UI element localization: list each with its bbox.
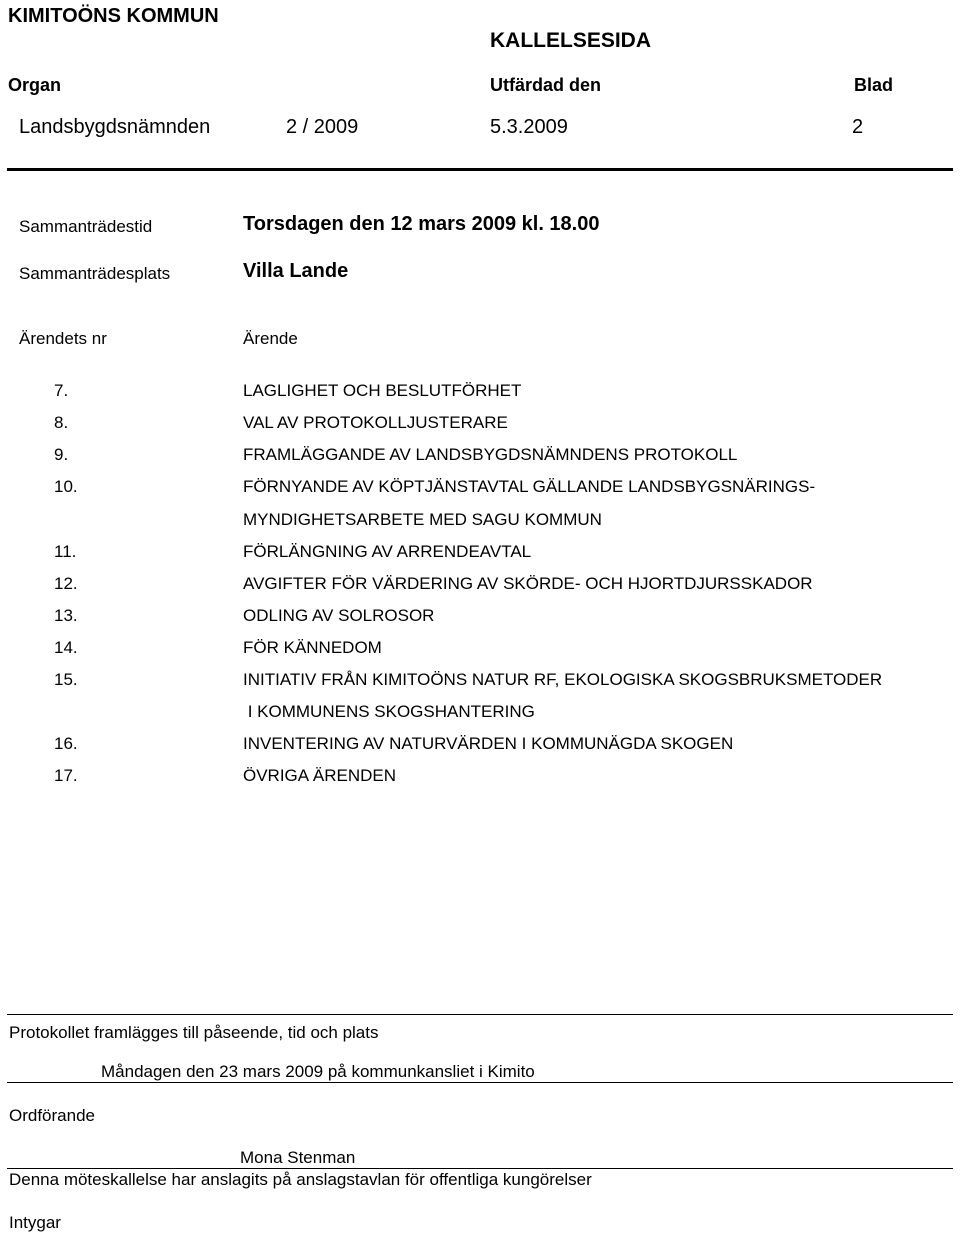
- header-divider: [7, 168, 953, 171]
- agenda-item-title: ODLING AV SOLROSOR: [243, 606, 435, 625]
- agenda-item-title: INVENTERING AV NATURVÄRDEN I KOMMUNÄGDA SKOGEN: [243, 734, 734, 753]
- agenda-item-title-continued: I KOMMUNENS SKOGSHANTERING: [243, 702, 535, 721]
- agenda-item-title-continued: MYNDIGHETSARBETE MED SAGU KOMMUN: [243, 510, 602, 529]
- agenda-item-number: 12.: [54, 574, 78, 593]
- meeting-place-value: Villa Lande: [243, 260, 349, 282]
- meeting-time-label: Sammanträdestid: [19, 217, 153, 236]
- agenda-item-title: LAGLIGHET OCH BESLUTFÖRHET: [243, 381, 522, 400]
- issued-date-label: Utfärdad den: [490, 75, 602, 95]
- footer-middle-divider: [7, 1082, 953, 1083]
- organ-label: Organ: [8, 75, 62, 95]
- agenda-item-number: 17.: [54, 766, 78, 785]
- footer-top-divider: [7, 1014, 953, 1015]
- protocol-display-label: Protokollet framlägges till påseende, tid och plats: [9, 1023, 379, 1042]
- notice-statement: Denna möteskallelse har anslagits på anslagstavlan för offentliga kungörelser: [9, 1170, 592, 1189]
- agenda-item-title: FÖR KÄNNEDOM: [243, 638, 382, 657]
- agenda-item-number: 8.: [54, 413, 69, 432]
- agenda-item-number: 15.: [54, 670, 78, 689]
- agenda-item-number: 11.: [54, 542, 77, 561]
- issued-date-value: 5.3.2009: [490, 116, 568, 138]
- protocol-display-value: Måndagen den 23 mars 2009 på kommunkansliet i Kimito: [101, 1062, 535, 1081]
- document-type-title: KALLELSESIDA: [490, 29, 652, 52]
- agenda-number-header: Ärendets nr: [19, 329, 107, 348]
- agenda-item-title: ÖVRIGA ÄRENDEN: [243, 766, 397, 785]
- certificate-label: Intygar: [9, 1213, 61, 1232]
- chair-name: Mona Stenman: [240, 1148, 356, 1167]
- page-number: 2: [852, 116, 864, 138]
- meeting-time-value: Torsdagen den 12 mars 2009 kl. 18.00: [243, 213, 600, 235]
- organ-value: Landsbygdsnämnden: [19, 116, 211, 138]
- meeting-place-label: Sammanträdesplats: [19, 264, 171, 283]
- agenda-item-title: VAL AV PROTOKOLLJUSTERARE: [243, 413, 508, 432]
- agenda-item-number: 9.: [54, 445, 69, 464]
- agenda-item-number: 14.: [54, 638, 78, 657]
- signature-divider: [7, 1168, 953, 1169]
- agenda-item-title: FÖRLÄNGNING AV ARRENDEAVTAL: [243, 542, 532, 561]
- agenda-item-title: AVGIFTER FÖR VÄRDERING AV SKÖRDE- OCH HJORTDJURSSKADOR: [243, 574, 813, 593]
- municipality-name: KIMITOÖNS KOMMUN: [8, 5, 219, 27]
- agenda-item-title: FRAMLÄGGANDE AV LANDSBYGDSNÄMNDENS PROTOKOLL: [243, 445, 738, 464]
- agenda-item-number: 10.: [54, 477, 78, 496]
- chair-label: Ordförande: [9, 1106, 95, 1125]
- page-label: Blad: [854, 75, 894, 95]
- agenda-item-number: 16.: [54, 734, 78, 753]
- agenda-item-number: 13.: [54, 606, 78, 625]
- agenda-item-title: FÖRNYANDE AV KÖPTJÄNSTAVTAL GÄLLANDE LANDSBYGSNÄRINGS-: [243, 477, 816, 496]
- agenda-item-header: Ärende: [243, 329, 298, 348]
- agenda-item-number: 7.: [54, 381, 69, 400]
- meeting-number: 2 / 2009: [286, 116, 359, 138]
- agenda-item-title: INITIATIV FRÅN KIMITOÖNS NATUR RF, EKOLOGISKA SKOGSBRUKSMETODER: [243, 670, 883, 689]
